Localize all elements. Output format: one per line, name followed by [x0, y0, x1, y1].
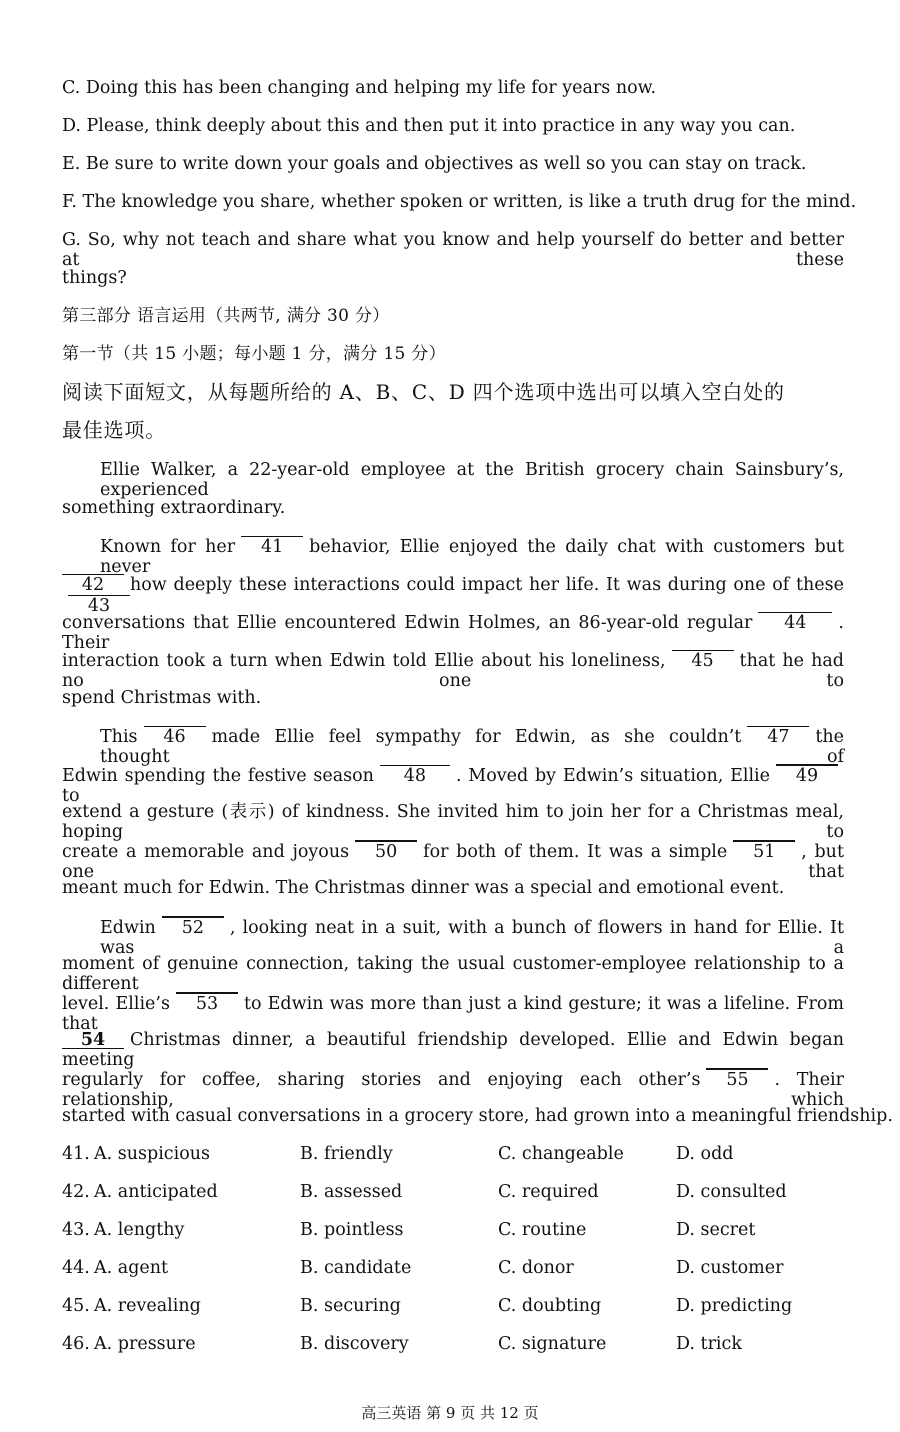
question-number: 46. — [62, 1334, 90, 1354]
instruction-line2: 最佳选项。 — [62, 418, 166, 442]
blank-53: 53 — [176, 992, 238, 1012]
option-c: C. signature — [498, 1334, 607, 1354]
option-c: C. required — [498, 1182, 599, 1202]
option-a: A. lengthy — [94, 1220, 185, 1240]
blank-47: 47 — [747, 726, 809, 745]
question-row — [62, 1182, 842, 1204]
passage-p2-line4: interaction took a turn when Edwin told Ellie about his loneliness, 45 that he had no one to — [62, 651, 844, 691]
instruction-line1: 阅读下面短文，从每题所给的 A、B、C、D 四个选项中选出可以填入空白处的 — [62, 380, 785, 404]
question-number: 41. — [62, 1144, 90, 1164]
blank-49: 49 — [776, 764, 838, 784]
option-g-line2: things? — [62, 268, 127, 288]
option-b: B. securing — [300, 1296, 401, 1316]
passage-p1-line1: Ellie Walker, a 22-year-old employee at the British grocery chain Sainsbury’s, experienced — [100, 460, 844, 500]
option-a: A. revealing — [94, 1296, 201, 1316]
option-a: A. agent — [94, 1258, 169, 1278]
blank-52: 52 — [162, 916, 224, 936]
option-b: B. pointless — [300, 1220, 404, 1240]
blank-41: 41 — [241, 536, 303, 555]
option-d: D. predicting — [676, 1296, 793, 1316]
passage-p4-line2: moment of genuine connection, taking the usual customer-employee relationship to a different — [62, 954, 844, 994]
option-b: B. assessed — [300, 1182, 403, 1202]
page-footer: 高三英语 第 9 页 共 12 页 — [361, 1404, 539, 1422]
question-number: 44. — [62, 1258, 90, 1278]
section1-heading: 第一节（共 15 小题；每小题 1 分，满分 15 分） — [62, 344, 446, 364]
passage-p2-line2: 42 how deeply these interactions could impact her life. It was during one of these43 — [62, 574, 844, 616]
option-c: C. changeable — [498, 1144, 624, 1164]
question-row — [62, 1334, 842, 1356]
passage-p4-line6: started with casual conversations in a grocery store, had grown into a meaningful friendship. — [62, 1106, 893, 1126]
passage-p2-line3: conversations that Ellie encountered Edwin Holmes, an 86-year-old regular 44 . Their — [62, 613, 844, 653]
option-d: D. trick — [676, 1334, 742, 1354]
passage-p3-line1: This 46 made Ellie feel sympathy for Edwin, as she couldn’t 47 the thought of — [100, 727, 844, 767]
option-a: A. anticipated — [94, 1182, 218, 1202]
blank-55: 55 — [706, 1068, 768, 1088]
question-number: 42. — [62, 1182, 90, 1202]
passage-p2-line5: spend Christmas with. — [62, 688, 262, 708]
option-d: D. odd — [676, 1144, 734, 1164]
option-d: D. Please, think deeply about this and then put it into practice in any way you can. — [62, 116, 796, 136]
passage-p4-line5: regularly for coffee, sharing stories and enjoying each other’s 55 . Their relationship, which — [62, 1070, 845, 1110]
blank-42: 42 — [62, 574, 124, 593]
blank-43: 43 — [68, 595, 130, 614]
passage-p3-line2: Edwin spending the festive season 48 . Moved by Edwin’s situation, Ellie 49to — [62, 764, 844, 806]
blank-54: 54 — [62, 1030, 124, 1049]
option-a: A. pressure — [94, 1334, 196, 1354]
blank-51: 51 — [733, 840, 795, 860]
option-c: C. routine — [498, 1220, 587, 1240]
passage-p4-line1: Edwin 52 , looking neat in a suit, with a bunch of flowers in hand for Ellie. It was a — [100, 918, 844, 958]
option-d: D. consulted — [676, 1182, 787, 1202]
option-g-line1: G. So, why not teach and share what you know and help yourself do better and better at these — [62, 230, 844, 270]
option-d: D. secret — [676, 1220, 756, 1240]
passage-p2-line1: Known for her 41 behavior, Ellie enjoyed the daily chat with customers but never — [100, 537, 844, 577]
option-c: C. doubting — [498, 1296, 602, 1316]
blank-46: 46 — [144, 726, 206, 745]
passage-p4-line3: level. Ellie’s 53 to Edwin was more than just a kind gesture; it was a lifeline. From that — [62, 994, 844, 1034]
question-row — [62, 1220, 842, 1242]
question-number: 45. — [62, 1296, 90, 1316]
question-number: 43. — [62, 1220, 90, 1240]
passage-p3-line3: extend a gesture (表示) of kindness. She invited him to join her for a Christmas meal, hoping to — [62, 802, 844, 842]
blank-45: 45 — [672, 650, 734, 669]
part3-heading: 第三部分 语言运用（共两节, 满分 30 分） — [62, 306, 390, 326]
option-b: B. friendly — [300, 1144, 393, 1164]
option-b: B. discovery — [300, 1334, 409, 1354]
option-a: A. suspicious — [94, 1144, 210, 1164]
passage-p3-line4: create a memorable and joyous 50 for both of them. It was a simple 51 , but one that — [62, 842, 844, 882]
option-e: E. Be sure to write down your goals and objectives as well so you can stay on track. — [62, 154, 807, 174]
blank-48: 48 — [380, 765, 450, 784]
passage-p1-line2: something extraordinary. — [62, 498, 286, 518]
option-d: D. customer — [676, 1258, 784, 1278]
option-f: F. The knowledge you share, whether spoken or written, is like a truth drug for the mind. — [62, 192, 857, 212]
question-row — [62, 1258, 842, 1280]
blank-44: 44 — [758, 612, 832, 631]
blank-50: 50 — [355, 840, 417, 860]
question-row — [62, 1144, 842, 1166]
passage-p3-line5: meant much for Edwin. The Christmas dinner was a special and emotional event. — [62, 878, 785, 898]
option-b: B. candidate — [300, 1258, 412, 1278]
option-c: C. donor — [498, 1258, 574, 1278]
passage-p4-line4: 54 Christmas dinner, a beautiful friendship developed. Ellie and Edwin began meeting — [62, 1030, 844, 1070]
option-c: C. Doing this has been changing and helping my life for years now. — [62, 78, 657, 98]
question-row — [62, 1296, 842, 1318]
